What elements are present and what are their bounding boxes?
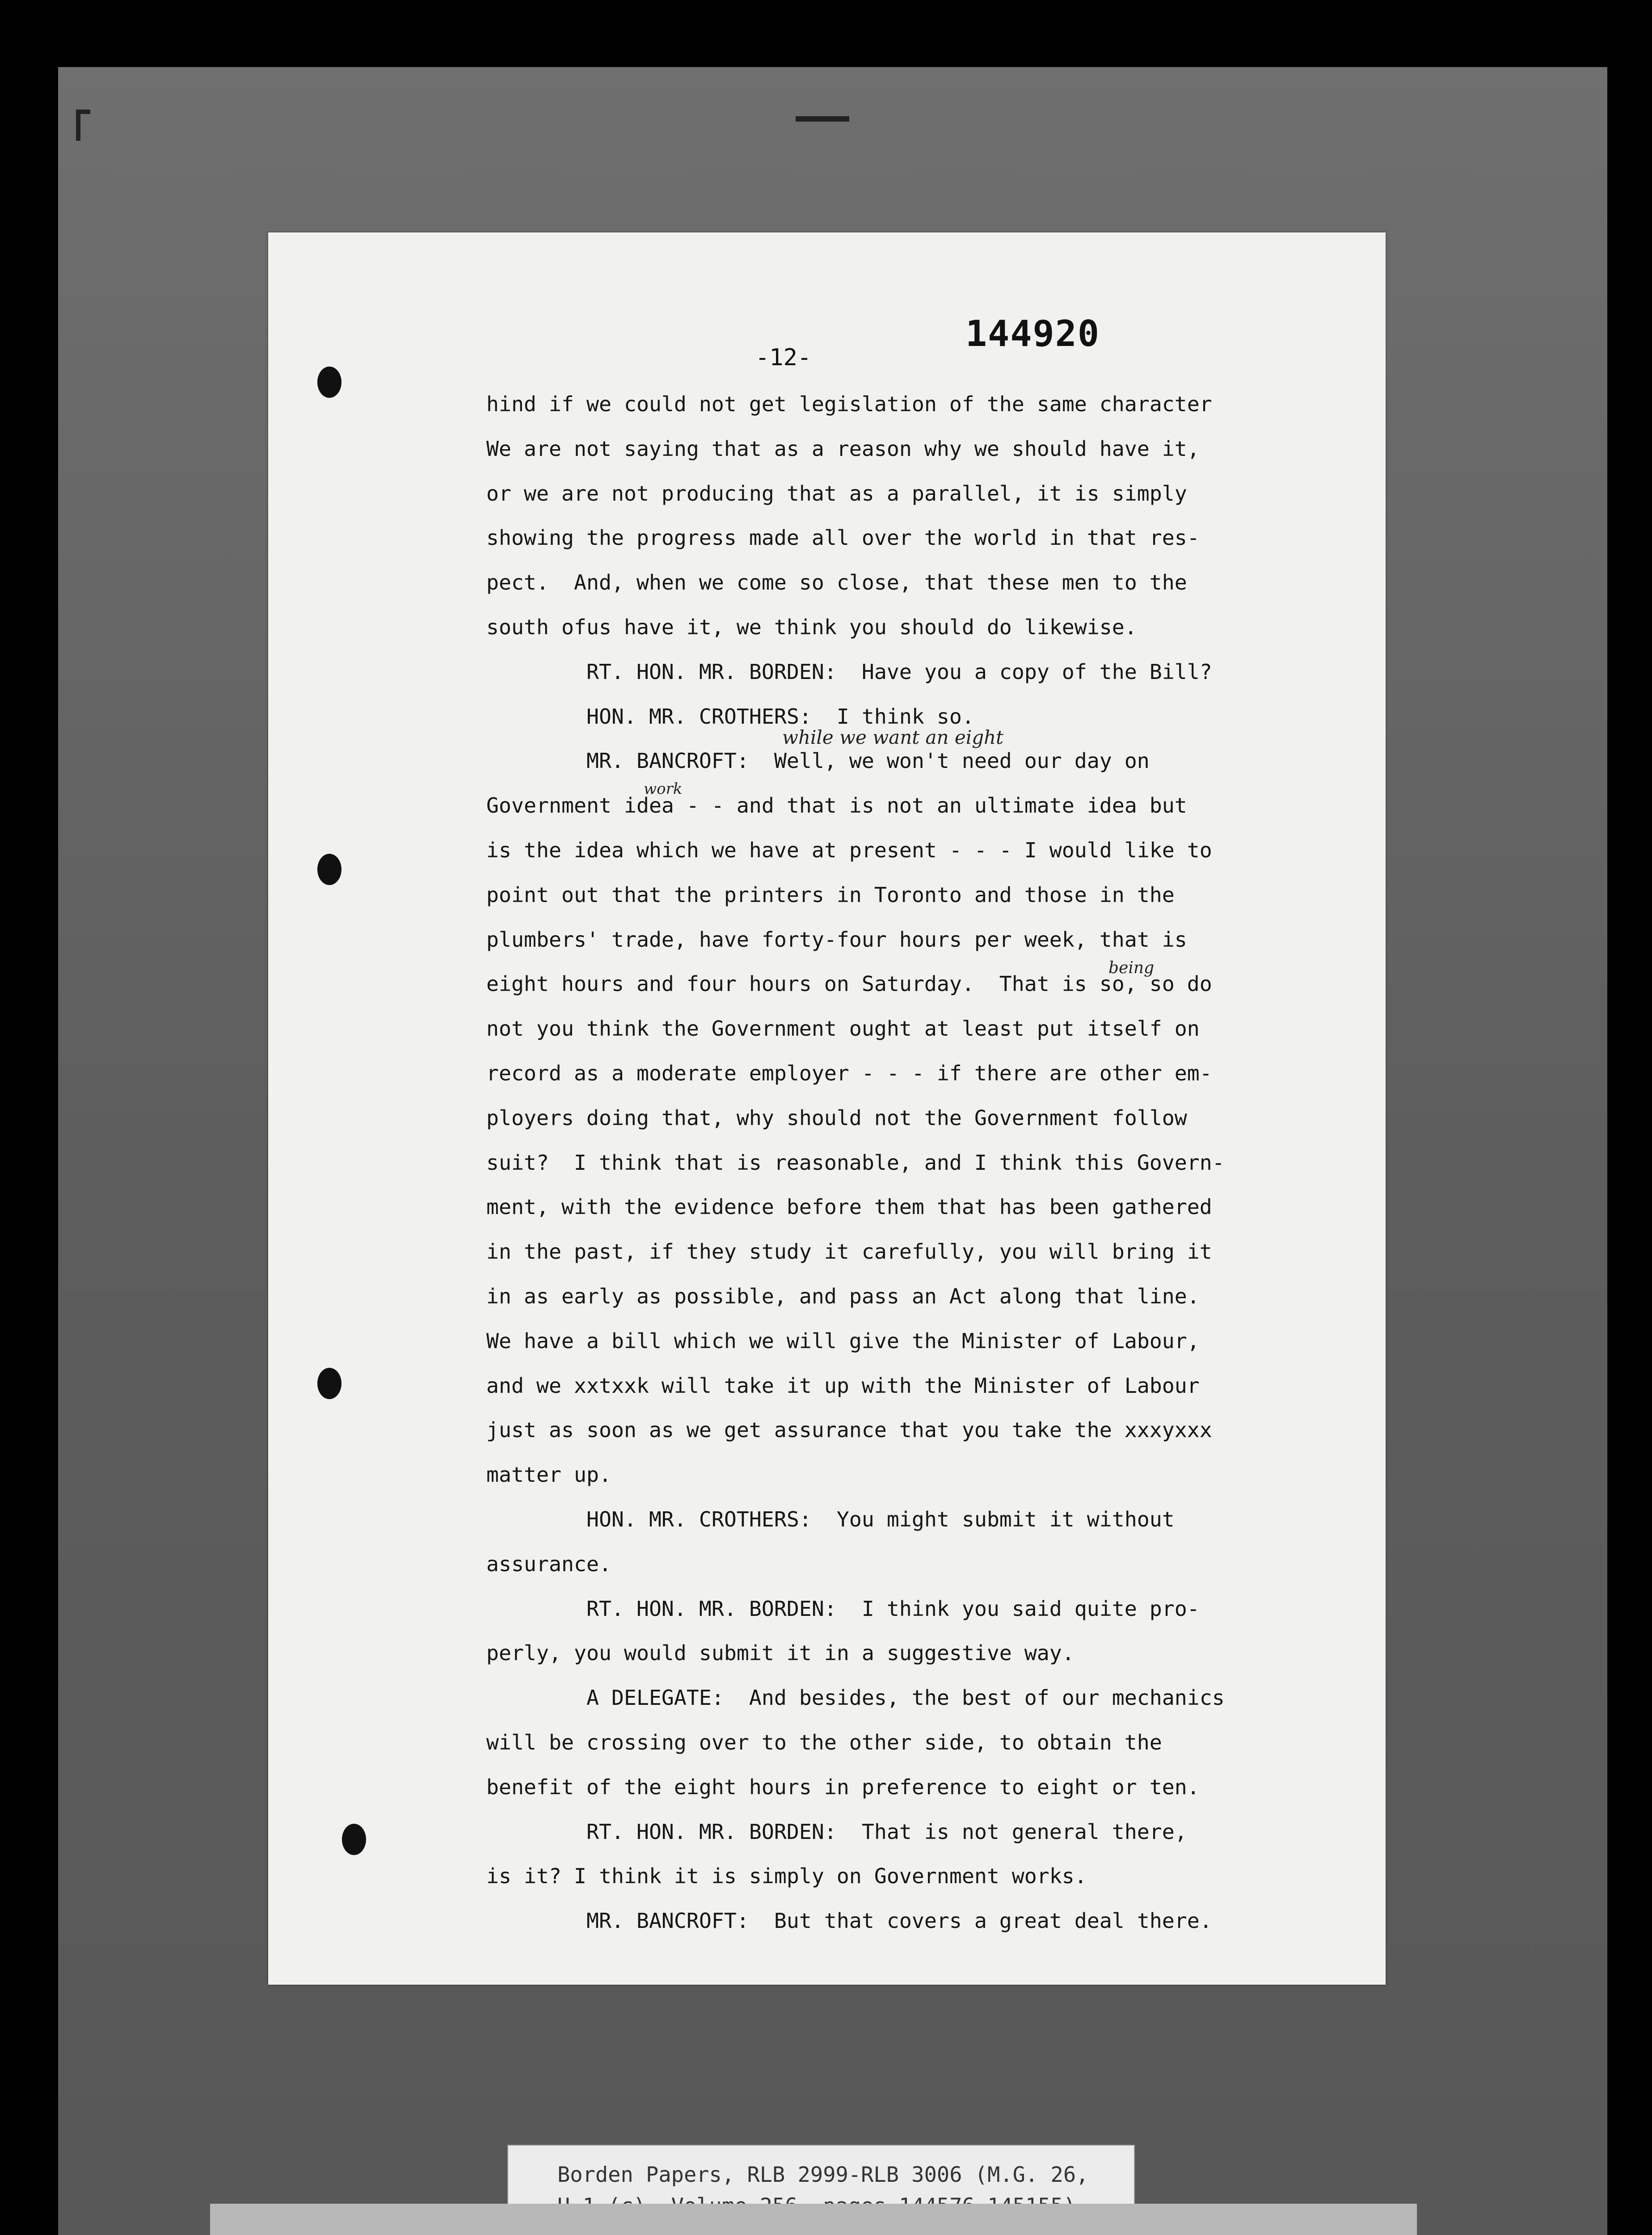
collection-label-line: Borden Papers, RLB 2999-RLB 3006 (M.G. 26, bbox=[557, 2163, 1089, 2187]
document-body-line: We are not saying that as a reason why we should have it, bbox=[486, 436, 1200, 461]
document-body-line: south ofus have it, we think you should do likewise. bbox=[486, 615, 1137, 639]
document-body-line: matter up. bbox=[486, 1463, 611, 1487]
document-body-line: record as a moderate employer - - - if there are other em- bbox=[486, 1061, 1212, 1085]
page-number: -12- bbox=[755, 344, 812, 371]
document-body-line: MR. BANCROFT: But that covers a great deal there. bbox=[486, 1909, 1212, 1933]
document-body-line: hind if we could not get legislation of the same character bbox=[486, 392, 1212, 416]
document-body-line: plumbers' trade, have forty-four hours per week, that is bbox=[486, 927, 1187, 952]
document-body-line: will be crossing over to the other side, to obtain the bbox=[486, 1730, 1162, 1754]
document-body bbox=[486, 382, 1327, 1944]
document-body-line: benefit of the eight hours in preference to eight or ten. bbox=[486, 1775, 1200, 1799]
document-body-line: A DELEGATE: And besides, the best of our mechanics bbox=[486, 1686, 1225, 1710]
document-body-line: pect. And, when we come so close, that these men to the bbox=[486, 570, 1187, 595]
document-body-line: assurance. bbox=[486, 1552, 611, 1576]
document-body-line: suit? I think that is reasonable, and I think this Govern- bbox=[486, 1150, 1225, 1175]
document-stamp-number: 144920 bbox=[965, 313, 1100, 354]
handwritten-insert: while we want an eight bbox=[782, 726, 1004, 748]
document-body-line: point out that the printers in Toronto and those in the bbox=[486, 882, 1175, 907]
document-body-line: in the past, if they study it carefully, you will bring it bbox=[486, 1240, 1212, 1264]
punch-hole bbox=[317, 367, 341, 398]
document-body-line: HON. MR. CROTHERS: You might submit it without bbox=[486, 1507, 1175, 1531]
handwritten-insert: work bbox=[644, 780, 683, 798]
document-body-line: is the idea which we have at present - - - I would like to bbox=[486, 838, 1212, 862]
document-body-line: ployers doing that, why should not the Government follow bbox=[486, 1105, 1187, 1130]
document-body-line: ment, with the evidence before them that has been gathered bbox=[486, 1195, 1212, 1219]
document-body-line: HON. MR. CROTHERS: I think so. bbox=[486, 704, 974, 729]
document-body-line: or we are not producing that as a parallel, it is simply bbox=[486, 481, 1187, 506]
punch-hole bbox=[317, 1368, 341, 1399]
document-body-line: and we xxtxxk will take it up with the Minister of Labour bbox=[486, 1373, 1200, 1398]
document-body-line: just as soon as we get assurance that you take the xxxyxxx bbox=[486, 1418, 1212, 1442]
punch-hole bbox=[342, 1824, 366, 1855]
document-body-line: in as early as possible, and pass an Act along that line. bbox=[486, 1284, 1200, 1308]
document-body-line: not you think the Government ought at least put itself on bbox=[486, 1016, 1200, 1041]
document-body-line: is it? I think it is simply on Government works. bbox=[486, 1864, 1087, 1889]
archive-sign bbox=[210, 2204, 1417, 2235]
document-page bbox=[268, 232, 1386, 1985]
document-body-line: We have a bill which we will give the Minister of Labour, bbox=[486, 1328, 1200, 1353]
document-body-line: showing the progress made all over the world in that res- bbox=[486, 526, 1200, 550]
document-body-line: Government idea - - and that is not an ultimate idea but bbox=[486, 793, 1187, 818]
document-body-line: perly, you would submit it in a suggestive way. bbox=[486, 1641, 1075, 1666]
document-body-line: eight hours and four hours on Saturday. That is so, so do bbox=[486, 972, 1212, 996]
punch-hole bbox=[317, 854, 341, 885]
document-body-line: RT. HON. MR. BORDEN: Have you a copy of the Bill? bbox=[486, 659, 1212, 684]
document-body-line: RT. HON. MR. BORDEN: I think you said quite pro- bbox=[486, 1596, 1200, 1621]
frame-top-mark bbox=[796, 116, 849, 122]
handwritten-insert: being bbox=[1108, 959, 1155, 977]
frame-corner-mark bbox=[76, 110, 90, 141]
document-body-line: MR. BANCROFT: Well, we won't need our day on bbox=[486, 749, 1150, 773]
document-body-line: RT. HON. MR. BORDEN: That is not general there, bbox=[486, 1819, 1187, 1844]
